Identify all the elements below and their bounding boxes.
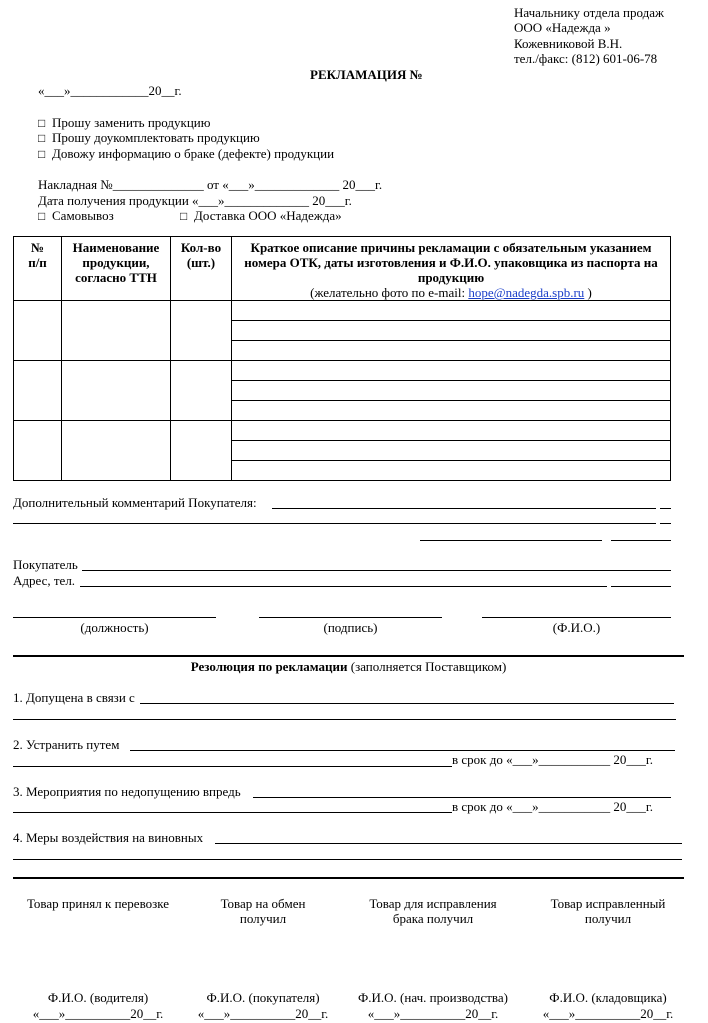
table-cell[interactable]	[62, 421, 171, 481]
footer-divider	[13, 877, 684, 879]
table-cell[interactable]	[14, 301, 62, 361]
buyer-comment-field[interactable]	[272, 508, 656, 509]
section-divider	[13, 655, 684, 657]
checkbox-icon: □	[38, 209, 46, 223]
resolution-item-2: 2. Устранить путем	[13, 737, 120, 752]
resolution-note: (заполняется Поставщиком)	[347, 659, 507, 674]
address-label: Адрес, тел.	[13, 573, 76, 588]
addressee-line-1: Начальнику отдела продаж	[514, 5, 664, 20]
header-product: Наименование продукции, согласно ТТН	[62, 237, 171, 301]
delivery-pickup-label: Самовывоз	[52, 208, 114, 223]
position-field[interactable]	[13, 617, 216, 618]
checkbox-icon: □	[38, 116, 46, 130]
checkbox-icon: □	[38, 147, 46, 161]
receipt-exchange	[183, 896, 343, 926]
receipt-repair	[343, 896, 523, 926]
resolution-item-4: 4. Меры воздействия на виновных	[13, 830, 204, 845]
fio-driver: Ф.И.О. (водителя)	[47, 990, 149, 1005]
header-description	[232, 237, 671, 301]
table-cell[interactable]	[232, 361, 671, 381]
fio-field[interactable]	[482, 617, 671, 618]
receipt-repair-line-1: Товар для исправления	[369, 896, 497, 911]
signature-field[interactable]	[259, 617, 442, 618]
signature-caption: (подпись)	[323, 620, 378, 635]
table-cell[interactable]	[232, 341, 671, 361]
resolution-item-2-deadline[interactable]: в срок до «___»___________ 20___г.	[452, 752, 653, 767]
request-defect-info[interactable]	[38, 146, 334, 162]
header-description-text: Краткое описание причины рекламации с обязательным указанием номера ОТК, даты изготовления и Ф.И.О. упаковщика из паспорта на продукцию	[244, 240, 658, 285]
receipt-repair-line-2: брака получил	[392, 911, 474, 926]
table-cell[interactable]	[232, 381, 671, 401]
date-driver[interactable]: «___»__________20__г.	[32, 1006, 164, 1021]
table-cell[interactable]	[232, 321, 671, 341]
addressee-line-3: Кожевниковой В.Н.	[514, 36, 623, 51]
table-cell[interactable]	[14, 421, 62, 481]
delivery-nadezhda-label: Доставка ООО «Надежда»	[194, 208, 342, 223]
resolution-item-4-field[interactable]	[13, 859, 682, 860]
resolution-item-4-field[interactable]	[235, 843, 682, 844]
receipt-repaired	[523, 896, 693, 926]
fio-buyer: Ф.И.О. (покупателя)	[206, 990, 320, 1005]
resolution-item-1-field[interactable]	[13, 719, 676, 720]
resolution-item-4-field[interactable]	[215, 843, 235, 844]
resolution-heading	[13, 659, 684, 674]
table-cell[interactable]	[232, 441, 671, 461]
resolution-item-1: 1. Допущена в связи с	[13, 690, 135, 705]
resolution-item-2-field[interactable]	[130, 750, 675, 751]
checkbox-icon: □	[38, 131, 46, 145]
buyer-comment-field[interactable]	[13, 523, 656, 524]
date-production-head[interactable]: «___»__________20__г.	[367, 1006, 499, 1021]
table-cell[interactable]	[171, 421, 232, 481]
receipt-repaired-line-1: Товар исправленный	[550, 896, 666, 911]
email-link[interactable]: hope@nadegda.spb.ru	[468, 285, 585, 300]
receipt-repaired-line-2: получил	[584, 911, 632, 926]
buyer-field[interactable]	[82, 570, 671, 571]
table-cell[interactable]	[232, 401, 671, 421]
buyer-comment-field[interactable]	[660, 523, 671, 524]
photo-note-prefix: (желательно фото по e-mail:	[310, 285, 469, 300]
delivery-nadezhda[interactable]	[180, 208, 342, 224]
checkbox-icon: □	[180, 209, 188, 223]
fio-production-head: Ф.И.О. (нач. производства)	[358, 990, 508, 1005]
receipt-exchange-line-2: получил	[239, 911, 287, 926]
claim-table	[13, 236, 671, 481]
table-cell[interactable]	[232, 301, 671, 321]
request-replace-label: Прошу заменить продукцию	[52, 115, 211, 130]
claim-date: «___»____________20__г.	[38, 83, 182, 98]
resolution-item-1-field[interactable]	[140, 703, 674, 704]
date-buyer[interactable]: «___»__________20__г.	[197, 1006, 329, 1021]
buyer-comment-label: Дополнительный комментарий Покупателя:	[13, 495, 257, 510]
address-field[interactable]	[80, 586, 607, 587]
table-cell[interactable]	[14, 361, 62, 421]
date-storekeeper[interactable]: «___»__________20__г.	[542, 1006, 674, 1021]
table-cell[interactable]	[62, 301, 171, 361]
resolution-item-3-deadline[interactable]: в срок до «___»___________ 20___г.	[452, 799, 653, 814]
resolution-item-2-field[interactable]	[13, 766, 452, 767]
invoice-line[interactable]: Накладная №______________ от «___»_____________ 20___г.	[38, 177, 383, 192]
receipt-exchange-line-1: Товар на обмен	[220, 896, 306, 911]
table-cell[interactable]	[232, 421, 671, 441]
document-title: РЕКЛАМАЦИЯ №	[310, 67, 423, 82]
fio-storekeeper: Ф.И.О. (кладовщика)	[549, 990, 667, 1005]
request-replace[interactable]	[38, 115, 210, 131]
buyer-comment-field[interactable]	[611, 540, 671, 541]
resolution-title: Резолюция по рекламации	[190, 659, 348, 674]
resolution-item-3-field[interactable]	[13, 812, 452, 813]
header-quantity: Кол-во (шт.)	[171, 237, 232, 301]
table-cell[interactable]	[171, 361, 232, 421]
receipt-carrier-line-1: Товар принял к перевозке	[26, 896, 170, 911]
request-complete[interactable]	[38, 130, 260, 146]
request-complete-label: Прошу доукомплектовать продукцию	[52, 130, 260, 145]
buyer-label: Покупатель	[13, 557, 78, 572]
address-field[interactable]	[611, 586, 671, 587]
fio-caption: (Ф.И.О.)	[552, 620, 601, 635]
position-caption: (должность)	[80, 620, 149, 635]
table-cell[interactable]	[232, 461, 671, 481]
receipt-carrier	[13, 896, 183, 911]
delivery-pickup[interactable]	[38, 208, 114, 224]
request-defect-info-label: Довожу информацию о браке (дефекте) продукции	[52, 146, 335, 161]
buyer-comment-field[interactable]	[420, 540, 602, 541]
addressee-line-4: тел./факс: (812) 601-06-78	[514, 51, 658, 66]
buyer-comment-field[interactable]	[660, 508, 671, 509]
table-cell[interactable]	[62, 361, 171, 421]
photo-note-suffix: )	[584, 285, 592, 300]
table-cell[interactable]	[171, 301, 232, 361]
addressee-line-2: ООО «Надежда »	[514, 20, 611, 35]
header-number: № п/п	[14, 237, 62, 301]
resolution-item-3: 3. Мероприятия по недопущению впредь	[13, 784, 241, 799]
receipt-date-line[interactable]: Дата получения продукции «___»_____________ 20___г.	[38, 193, 352, 208]
photo-note	[310, 285, 592, 300]
resolution-item-3-field[interactable]	[253, 797, 671, 798]
